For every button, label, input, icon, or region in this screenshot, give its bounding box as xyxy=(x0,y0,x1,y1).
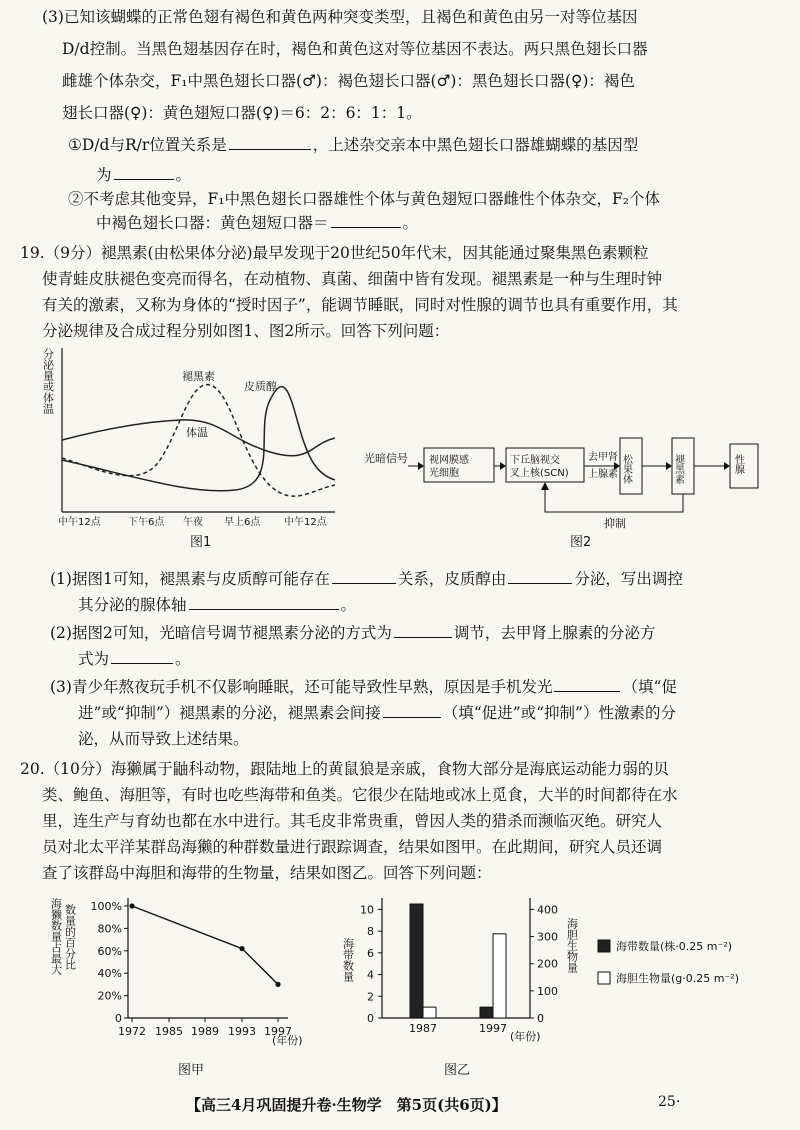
page-number: 25· xyxy=(658,1094,681,1110)
q20-line4: 员对北太平洋某群岛海獭的种群数量进行跟踪调查，结果如图甲。在此期间，研究人员还调 xyxy=(42,838,663,856)
figB-ytick-right-label: 200 xyxy=(537,957,558,971)
q19-sub2-b: 调节，去甲肾上腺素的分泌方 xyxy=(453,624,656,642)
fig2-feedback-line xyxy=(545,486,683,512)
figB-ytick-right-label: 400 xyxy=(537,903,558,917)
q18-3-item1-cont xyxy=(96,164,191,186)
q18-3-item1-text-b: ，上述杂交亲本中黑色翅长口器雄蝴蝶的基因型 xyxy=(312,136,639,154)
figA-ytick-label: 0 xyxy=(115,1012,122,1025)
fig2-box-melatonin-label: 褪黑素 xyxy=(672,454,684,484)
q19-sub3-cont xyxy=(78,702,676,724)
q19-sub1-b: 关系，皮质醇由 xyxy=(397,570,507,588)
figA-caption: 图甲 xyxy=(178,1063,205,1078)
q19-line3: 有关的激素，又称为身体的“授时因子”，能调节睡眠，同时对性腺的调节也具有重要作用，其 xyxy=(42,296,678,314)
q18-3-item2: ②不考虑其他变异，F₁中黑色翅长口器雄性个体与黄色翅短口器雌性个体杂交，F₂个体 xyxy=(68,190,660,208)
answer-blank[interactable] xyxy=(331,212,401,228)
figA-ytick-label: 80% xyxy=(97,922,122,936)
figure-yi-kelp-urchin-bar-chart xyxy=(340,888,760,1088)
fig1-melatonin-curve xyxy=(62,385,335,497)
figB-ytick-left-label: 2 xyxy=(367,990,374,1004)
figB-ytick-left-label: 8 xyxy=(367,925,374,939)
figB-bar-urchin xyxy=(423,1007,436,1018)
figB-xtick-label: 1997 xyxy=(479,1022,507,1035)
q20-line5: 查了该群岛中海胆和海带的生物量，结果如图乙。回答下列问题： xyxy=(42,864,492,882)
figB-ytick-left-label: 0 xyxy=(367,1012,374,1025)
q19-sub1 xyxy=(50,568,683,590)
q18-3-line3: 雌雄个体杂交，F₁中黑色翅长口器(♂)：褐色翅长口器(♂)：黑色翅长口器(♀)：褐色 xyxy=(62,72,635,90)
figA-data-point xyxy=(275,982,280,987)
fig2-caption: 图2 xyxy=(570,535,592,550)
fig1-xtick-3: 早上6点 xyxy=(224,517,261,528)
fig2-box-gonad-label: 性腺 xyxy=(732,454,744,474)
q19-sub1-c: 分泌，写出调控 xyxy=(574,570,683,588)
legend-urchin-label: 海胆生物量(g·0.25 m⁻²) xyxy=(616,972,739,985)
figA-ylabel-2: 数量的百分比 xyxy=(63,904,77,970)
figA-xtick-label: 1972 xyxy=(118,1025,146,1038)
fig1-label-cortisol: 皮质醇 xyxy=(244,380,277,393)
q19-sub2-d: 。 xyxy=(175,650,191,668)
q20-line3: 里，连生产与育幼也都在水中进行。其毛皮非常贵重，曾因人类的猎杀而濒临灭绝。研究人 xyxy=(42,812,663,830)
figA-data-point xyxy=(129,903,134,908)
figA-xtick-label: 1989 xyxy=(191,1025,219,1038)
legend-kelp-swatch xyxy=(598,940,610,952)
fig2-box-pineal-label: 松果体 xyxy=(620,454,632,484)
figA-xtick-label: 1985 xyxy=(155,1025,183,1038)
q18-3-line2: D/d控制。当黑色翅基因存在时，褐色和黄色这对等位基因不表达。两只黑色翅长口器 xyxy=(62,40,648,58)
answer-blank[interactable] xyxy=(508,568,572,584)
fig2-signal-1: 光暗信号 xyxy=(364,452,408,465)
q20-line1: 20.（10分）海獭属于鼬科动物，跟陆地上的黄鼠狼是亲戚，食物大部分是海底运动能力弱的贝 xyxy=(20,760,669,778)
answer-blank[interactable] xyxy=(394,622,452,638)
fig1-ylabel: 分泌量或体温 xyxy=(41,348,55,414)
figA-xunit: (年份) xyxy=(272,1034,303,1047)
figA-ytick-label: 100% xyxy=(90,900,122,913)
q19-line1: 19.（9分）褪黑素(由松果体分泌)最早发现于20世纪50年代末，因其能通过聚集黑色素颗粒 xyxy=(20,244,649,262)
q19-sub1-e: 。 xyxy=(340,596,357,614)
q19-sub1-cont xyxy=(78,594,356,616)
q19-sub2-c: 式为 xyxy=(78,650,110,668)
fig2-box-scn-label-1: 下丘脑视交 xyxy=(510,455,560,466)
figB-xunit: (年份) xyxy=(510,1030,541,1043)
fig1-xtick-0: 中午12点 xyxy=(58,517,101,528)
figB-ytick-left-label: 4 xyxy=(367,968,374,982)
q19-sub3-end: 泌，从而导致上述结果。 xyxy=(78,730,249,748)
q19-line4: 分泌规律及合成过程分别如图1、图2所示。回答下列问题： xyxy=(42,322,450,340)
figA-ytick-label: 20% xyxy=(97,989,122,1003)
q19-line2: 使青蛙皮肤褪色变亮而得名，在动植物、真菌、细菌中皆有发现。褪黑素是一种与生理时钟 xyxy=(42,270,663,288)
figB-bar-kelp xyxy=(410,904,423,1018)
q18-3-item1-text-a: ①D/d与R/r位置关系是 xyxy=(68,136,227,154)
fig1-label-temp: 体温 xyxy=(186,426,208,439)
q19-sub3-c: 进”或“抑制”）褪黑素的分泌，褪黑素会间接 xyxy=(78,704,381,722)
q18-3-line1: (3)已知该蝴蝶的正常色翅有褐色和黄色两种突变类型，且褐色和黄色由另一对等位基因 xyxy=(42,8,638,26)
figB-ytick-right-label: 100 xyxy=(537,984,558,998)
figure-jia-otter-line-chart xyxy=(48,888,338,1088)
q19-sub2 xyxy=(50,622,655,644)
q18-3-item1-text-d: 。 xyxy=(175,166,192,184)
figA-ytick-label: 40% xyxy=(97,967,122,981)
answer-blank[interactable] xyxy=(554,676,620,692)
fig2-ne-label-2: 上腺素 xyxy=(588,469,618,480)
figure-1-secretion-curves xyxy=(40,340,340,550)
figB-xtick-label: 1987 xyxy=(409,1022,437,1035)
q18-3-line4: 翅长口器(♀)：黄色翅短口器(♀)＝6：2：6：1：1。 xyxy=(62,104,422,122)
q19-sub2-a: (2)据图2可知，光暗信号调节褪黑素分泌的方式为 xyxy=(50,624,392,642)
fig2-box-retina-label-1: 视网膜感 xyxy=(429,455,469,466)
q18-3-item2-text-c: 。 xyxy=(402,214,419,232)
q18-3-item2-text-b: 中褐色翅长口器：黄色翅短口器＝ xyxy=(96,214,329,232)
figB-ytick-right-label: 300 xyxy=(537,930,558,944)
answer-blank[interactable] xyxy=(332,568,396,584)
q19-sub1-a: (1)据图1可知，褪黑素与皮质醇可能存在 xyxy=(50,570,330,588)
fig1-xtick-4: 中午12点 xyxy=(284,517,327,528)
q19-sub3-a: (3)青少年熬夜玩手机不仅影响睡眠，还可能导致性早熟，原因是手机发光 xyxy=(50,678,553,696)
q18-3-item1 xyxy=(68,134,638,156)
figB-ytick-right-label: 0 xyxy=(537,1012,544,1025)
q19-sub2-cont xyxy=(78,648,191,670)
q19-sub3 xyxy=(50,676,677,698)
answer-blank[interactable] xyxy=(229,134,311,150)
figA-xtick-label: 1993 xyxy=(228,1025,256,1038)
q20-line2: 类、鲍鱼、海胆等，有时也吃些海带和鱼类。它很少在陆地或冰上觅食，大半的时间都待在水 xyxy=(42,786,678,804)
answer-blank[interactable] xyxy=(114,164,174,180)
q18-3-item2-cont xyxy=(96,212,418,234)
fig1-label-melatonin: 褪黑素 xyxy=(182,370,215,383)
q18-3-item1-text-c: 为 xyxy=(96,166,112,184)
figB-ylabel-left: 海带数量 xyxy=(341,938,355,982)
q19-sub1-d: 其分泌的腺体轴 xyxy=(78,596,187,614)
figB-bar-urchin xyxy=(493,934,506,1018)
fig2-box-retina-label-2: 光细胞 xyxy=(429,468,459,479)
fig1-xtick-2: 午夜 xyxy=(183,517,203,528)
figB-ylabel-right: 海胆生物量 xyxy=(565,918,579,973)
figB-ytick-left-label: 10 xyxy=(360,903,374,917)
q19-sub3-b: （填“促 xyxy=(622,678,677,696)
fig2-inhibit-label: 抑制 xyxy=(604,517,626,530)
fig1-caption: 图1 xyxy=(190,535,212,550)
figA-xtick-label: 1997 xyxy=(264,1025,292,1038)
figA-data-point xyxy=(239,946,244,951)
figB-bar-kelp xyxy=(480,1007,493,1018)
q19-sub3-d: （填“促进”或“抑制”）性激素的分 xyxy=(442,704,676,722)
figA-ytick-label: 60% xyxy=(97,944,122,958)
answer-blank[interactable] xyxy=(383,702,441,718)
figure-2-pathway-diagram xyxy=(360,430,790,550)
answer-blank[interactable] xyxy=(111,648,173,664)
figA-series-line xyxy=(132,906,278,984)
legend-urchin-swatch xyxy=(598,972,610,984)
fig1-xtick-1: 下午6点 xyxy=(128,517,165,528)
answer-blank[interactable] xyxy=(189,594,339,610)
legend-kelp-label: 海带数量(株·0.25 m⁻²) xyxy=(616,940,732,953)
figB-caption: 图乙 xyxy=(444,1063,471,1078)
page-footer: 【高三4月巩固提升卷·生物学 第5页(共6页)】 xyxy=(186,1096,507,1114)
fig2-ne-label-1: 去甲肾 xyxy=(588,452,618,463)
fig2-box-scn-label-2: 叉上核(SCN) xyxy=(510,468,569,479)
figB-ytick-left-label: 6 xyxy=(367,946,374,960)
figA-ylabel-1: 海獭数量占最大 xyxy=(49,898,63,975)
